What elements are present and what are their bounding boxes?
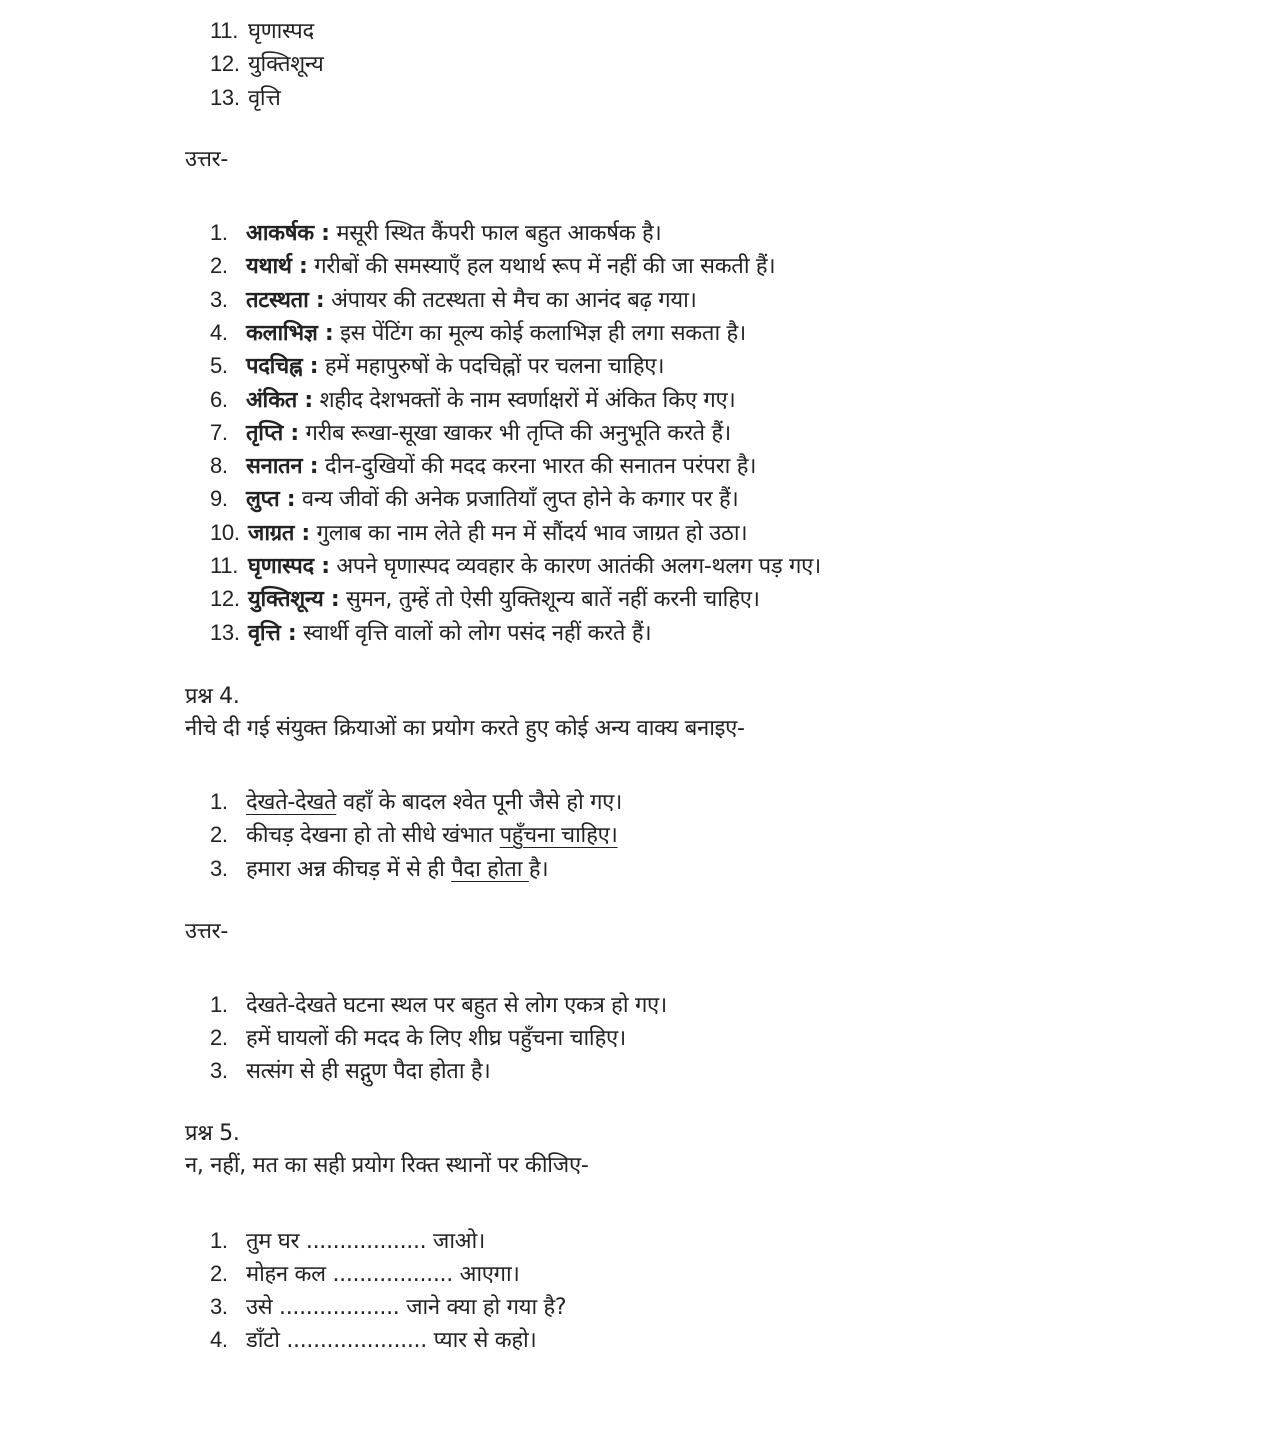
word: युक्तिशून्य: [248, 52, 324, 77]
answer-item: [210, 351, 664, 382]
example-sentence: गरीबों की समस्याएँ हल यथार्थ रूप में नहीं की जा सकती हैं।: [307, 254, 776, 279]
example-sentence: अपने घृणास्पद व्यवहार के कारण आतंकी अलग-थलग पड़ गए।: [329, 554, 821, 579]
word-list-item: [210, 16, 314, 47]
word: वृत्ति: [248, 86, 281, 111]
example-sentence: अंपायर की तटस्थता से मैच का आनंद बढ़ गया।: [324, 288, 697, 313]
item-number: 1.: [210, 789, 228, 814]
answer-item: [210, 451, 756, 482]
item-number: 2.: [210, 1261, 228, 1286]
answer-item: [210, 551, 821, 582]
word-list-item: [210, 83, 281, 114]
item-number: 10.: [210, 520, 240, 545]
compound-verb: पहुँचना चाहिए।: [499, 823, 618, 848]
item-number: 2.: [210, 822, 228, 847]
word-list-item: [210, 49, 324, 80]
question-4-item: [210, 820, 618, 851]
vocab-term: आकर्षक :: [246, 221, 330, 246]
fill-blank-text: तुम घर .................. जाओ।: [246, 1229, 486, 1254]
answer-item: [210, 218, 661, 249]
item-number: 12.: [210, 51, 240, 76]
vocab-term: वृत्ति :: [248, 621, 297, 646]
sentence-start: कीचड़ देखना हो तो सीधे खंभात: [246, 823, 500, 848]
item-number: 5.: [210, 353, 228, 378]
answer-item: [210, 1056, 490, 1087]
item-number: 12.: [210, 586, 240, 611]
question-4-item: [210, 787, 622, 818]
vocab-term: घृणास्पद :: [248, 554, 330, 579]
example-sentence: मसूरी स्थित कैंपरी फाल बहुत आकर्षक है।: [329, 221, 662, 246]
question-5-prompt: न, नहीं, मत का सही प्रयोग रिक्त स्थानों पर कीजिए-: [185, 1153, 589, 1178]
example-sentence: वन्य जीवों की अनेक प्रजातियाँ लुप्त होने के कगार पर हैं।: [295, 487, 739, 512]
answer-item: [210, 251, 775, 282]
item-number: 11.: [210, 553, 239, 578]
item-number: 11.: [210, 18, 239, 43]
vocab-term: तृप्ति :: [246, 421, 299, 446]
item-number: 4.: [210, 1327, 228, 1352]
item-number: 6.: [210, 387, 228, 412]
answer-label: उत्तर-: [185, 147, 228, 172]
sentence-end: वहाँ के बादल श्वेत पूनी जैसे हो गए।: [336, 790, 623, 815]
answer-text: देखते-देखते घटना स्थल पर बहुत से लोग एकत्र हो गए।: [246, 993, 667, 1018]
item-number: 3.: [210, 287, 228, 312]
fill-blank-text: मोहन कल .................. आएगा।: [246, 1262, 520, 1287]
fill-blank-text: डाँटो ..................... प्यार से कहो।: [246, 1328, 537, 1353]
answer-item: [210, 990, 667, 1021]
answer-label: उत्तर-: [185, 919, 228, 944]
question-4-label: प्रश्न 4.: [185, 684, 240, 709]
answer-item: [210, 318, 746, 349]
example-sentence: गरीब रूखा-सूखा खाकर भी तृप्ति की अनुभूति करते हैं।: [298, 421, 731, 446]
vocab-term: कलाभिज्ञ :: [246, 321, 334, 346]
item-number: 9.: [210, 486, 228, 511]
question-4-prompt: नीचे दी गई संयुक्त क्रियाओं का प्रयोग करते हुए कोई अन्य वाक्य बनाइए-: [185, 716, 745, 741]
answer-item: [210, 584, 760, 615]
example-sentence: गुलाब का नाम लेते ही मन में सौंदर्य भाव जाग्रत हो उठा।: [309, 521, 748, 546]
answer-item: [210, 418, 731, 449]
answer-item: [210, 1023, 626, 1054]
item-number: 13.: [210, 620, 240, 645]
item-number: 7.: [210, 420, 228, 445]
vocab-term: युक्तिशून्य :: [248, 587, 340, 612]
sentence-end: है।: [528, 857, 549, 882]
item-number: 3.: [210, 856, 228, 881]
vocab-term: सनातन :: [246, 454, 319, 479]
answer-item: [210, 385, 735, 416]
fill-blank-item: [210, 1292, 566, 1323]
item-number: 3.: [210, 1294, 228, 1319]
item-number: 3.: [210, 1058, 228, 1083]
word: घृणास्पद: [248, 19, 314, 44]
fill-blank-item: [210, 1226, 485, 1257]
question-4-item: [210, 854, 548, 885]
item-number: 2.: [210, 253, 228, 278]
item-number: 2.: [210, 1025, 228, 1050]
answer-text: सत्संग से ही सद्गुण पैदा होता है।: [246, 1059, 491, 1084]
item-number: 1.: [210, 220, 228, 245]
answer-item: [210, 285, 697, 316]
answer-item: [210, 618, 651, 649]
answer-item: [210, 518, 747, 549]
vocab-term: पदचिह्न :: [246, 354, 319, 379]
fill-blank-item: [210, 1259, 520, 1290]
compound-verb: देखते-देखते: [246, 790, 337, 815]
vocab-term: यथार्थ :: [246, 254, 308, 279]
item-number: 8.: [210, 453, 228, 478]
example-sentence: हमें महापुरुषों के पदचिह्नों पर चलना चाहिए।: [318, 354, 665, 379]
question-5-label: प्रश्न 5.: [185, 1121, 240, 1146]
answer-text: हमें घायलों की मदद के लिए शीघ्र पहुँचना चाहिए।: [246, 1026, 626, 1051]
item-number: 1.: [210, 1228, 228, 1253]
item-number: 4.: [210, 320, 228, 345]
sentence-start: हमारा अन्न कीचड़ में से ही: [246, 857, 452, 882]
example-sentence: स्वार्थी वृत्ति वालों को लोग पसंद नहीं करते हैं।: [296, 621, 652, 646]
example-sentence: शहीद देशभक्तों के नाम स्वर्णाक्षरों में अंकित किए गए।: [312, 388, 736, 413]
vocab-term: अंकित :: [246, 388, 313, 413]
fill-blank-item: [210, 1325, 536, 1356]
vocab-term: लुप्त :: [246, 487, 296, 512]
compound-verb: पैदा होता: [451, 857, 529, 882]
example-sentence: सुमन, तुम्हें तो ऐसी युक्तिशून्य बातें नहीं करनी चाहिए।: [339, 587, 760, 612]
item-number: 1.: [210, 992, 228, 1017]
example-sentence: इस पेंटिंग का मूल्य कोई कलाभिज्ञ ही लगा सकता है।: [333, 321, 746, 346]
fill-blank-text: उसे .................. जाने क्या हो गया है?: [246, 1295, 567, 1320]
answer-item: [210, 484, 738, 515]
example-sentence: दीन-दुखियों की मदद करना भारत की सनातन परंपरा है।: [318, 454, 757, 479]
vocab-term: जाग्रत :: [248, 521, 310, 546]
item-number: 13.: [210, 85, 240, 110]
vocab-term: तटस्थता :: [246, 288, 325, 313]
